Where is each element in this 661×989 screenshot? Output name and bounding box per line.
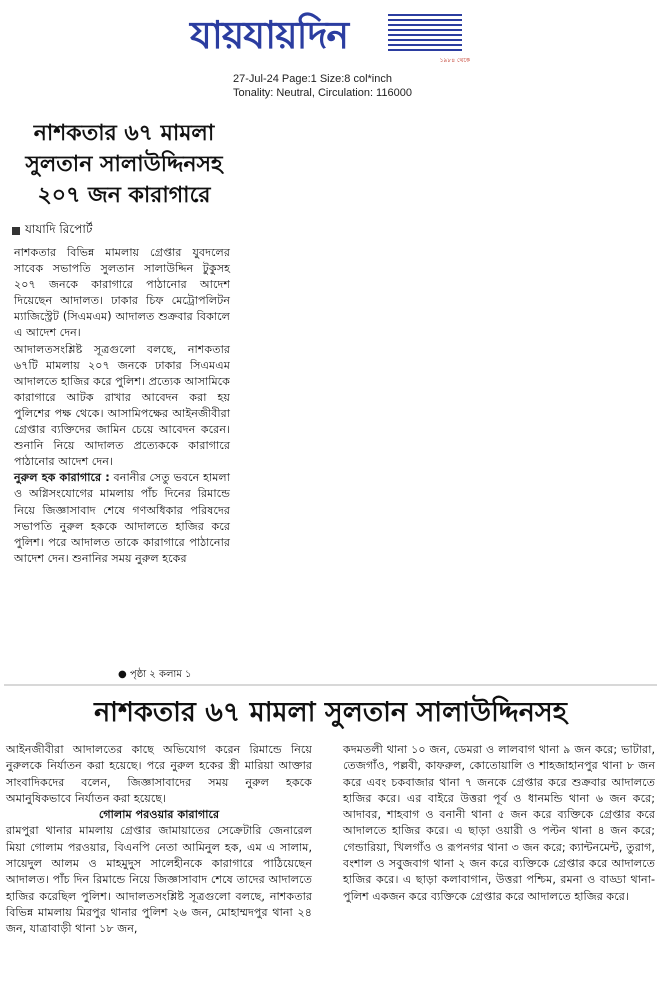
logo-stripes — [388, 14, 462, 58]
headline-line: সুলতান সালাউদ্দিনসহ — [25, 152, 223, 177]
front-page-clipping — [6, 112, 242, 680]
bullet-square-icon — [12, 227, 20, 235]
byline-text: যাযাদি রিপোর্ট — [25, 222, 93, 236]
clipping-metadata — [233, 72, 412, 100]
meta-date-size: 27-Jul-24 Page:1 Size:8 col*inch — [233, 73, 392, 85]
newspaper-logo: যায়যায়দিন — [190, 13, 349, 57]
headline-line: নাশকতার ৬৭ মামলা — [33, 121, 215, 146]
paragraph: রামপুরা থানার মামলায় গ্রেপ্তার জামায়াতের সেক্রেটারি জেনারেল মিয়া গোলাম পরওয়ার, বিএনপি নেতা আমিনুল হক, এম এ সালাম, সায়েদুল আলম ও মাহমুদুস সালেহীনকে কারাগারে পাঠিয়েছেন আদালত। পাঁচ দিন রিমান্ডে নিয়ে জিজ্ঞাসাবাদ শেষে তাদের আদালতে হাজির করেছিল পুলিশ। আদালতসংশ্লিষ্ট সূত্রগুলো বলছে, নাশকতার বিভিন্ন মামলায় মিরপুর থানার পুলিশ ২৬ জন, মোহাম্মদপুর থানা ২৪ জন, যাত্রাবাড়ী থানা ১৮ জন, — [6, 824, 312, 936]
paragraph: আইনজীবীরা আদালতের কাছে অভিযোগ করেন রিমান্ডে নিয়ে নুরুলকে নির্যাতন করা হয়েছে। পরে নুরুল হকের স্ত্রী মারিয়া আক্তার সাংবাদিকদের বলেন, জিজ্ঞাসাবাদের সময় নুরুল হককে অমানুষিকভাবে নির্যাতন করা হয়েছে। — [6, 743, 312, 805]
article-headline — [6, 112, 242, 211]
newspaper-masthead — [190, 6, 470, 64]
paragraph-lead: নুরুল হক কারাগারে : — [14, 471, 110, 485]
clipping-divider — [4, 684, 657, 686]
continuation-headline: নাশকতার ৬৭ মামলা সুলতান সালাউদ্দিনসহ — [94, 697, 567, 728]
paragraph: আদালতসংশ্লিষ্ট সূত্রগুলো বলছে, নাশকতার ৬৭টি মামলায় ২০৭ জনকে ঢাকার সিএমএম আদালতে হাজির করে পুলিশ। প্রত্যেক আসামিকে কারাগারে আটক রাখার আবেদন করা হয় পুলিশের পক্ষ থেকে। আসামিপক্ষের আইনজীবীরা গ্রেপ্তার ব্যক্তিদের জামিন চেয়ে আবেদন করেন। শুনানি নিয়ে আদালত প্রত্যেককে কারাগারে পাঠানোর আদেশ দেন। — [14, 342, 230, 469]
continuation-left-column — [6, 742, 312, 938]
paragraph — [14, 470, 230, 567]
paragraph: নাশকতার বিভিন্ন মামলায় গ্রেপ্তার যুবদলের সাবেক সভাপতি সুলতান সালাউদ্দিন টুকুসহ ২০৭ জনকে কারাগারে পাঠানোর আদেশ দিয়েছেন আদালত। ঢাকার চিফ মেট্রোপলিটন ম্যাজিস্ট্রেট (সিএমএম) আদালত শুক্রবার বিকালে এ আদেশ দেন। — [14, 246, 230, 340]
byline — [12, 221, 242, 241]
continued-marker: ● পৃষ্ঠা ২ কলাম ১ — [118, 669, 192, 680]
paragraph: কদমতলী থানা ১০ জন, ডেমরা ও লালবাগ থানা ৯ জন করে; ভাটারা, তেজগাঁও, পল্লবী, কাফরুল, কোতোয়ালি ও শাহজাহানপুর থানা ৮ জন করে এবং চকবাজার থানা ৭ জনকে গ্রেপ্তার করে শুক্রবার আদালতে হাজির করে। এর বাইরে উত্তরা পূর্ব ও ধানমন্ডি থানা ৬ জন করে; আদাবর, শাহবাগ ও বনানী থানা ৫ জন করে ব্যক্তিকে গ্রেপ্তার করে আদালতে হাজির করে। এ ছাড়া ওয়ারী ও পল্টন থানা ৪ জন করে; গেন্ডারিয়া, খিলগাঁও ও রূপনগর থানা ৩ জন করে; ক্যান্টনমেন্ট, তুরাগ, বংশাল ও সবুজবাগ থানা ২ জন করে ব্যক্তিকে গ্রেপ্তার করে আদালতে হাজির করে। এ ছাড়া কলাবাগান, উত্তরা পশ্চিম, রমনা ও বাড্ডা থানা-পুলিশ একজন করে ব্যক্তিকে গ্রেপ্তার করে আদালতে হাজির করে। — [343, 743, 655, 903]
subheading: গোলাম পরওয়ার কারাগারে — [98, 808, 220, 822]
meta-tonality-circulation: Tonality: Neutral, Circulation: 116000 — [233, 87, 412, 99]
logo-tagline: ১৯৮৪ থেকে — [439, 57, 470, 64]
paragraph-text: বনানীর সেতু ভবনে হামলা ও অগ্নিসংযোগের মামলায় পাঁচ দিনের রিমান্ডে নিয়ে জিজ্ঞাসাবাদ শেষে গণঅধিকার পরিষদের সভাপতি নুরুল হককে আদালতে হাজির করে পুলিশ। পরে আদালত তাকে কারাগারে পাঠানোর আদেশ দেন। শুনানির সময় নুরুল হকের — [14, 471, 230, 565]
headline-line: ২০৭ জন কারাগারে — [37, 183, 211, 208]
article-body — [6, 245, 242, 567]
continuation-right-column — [343, 742, 655, 905]
